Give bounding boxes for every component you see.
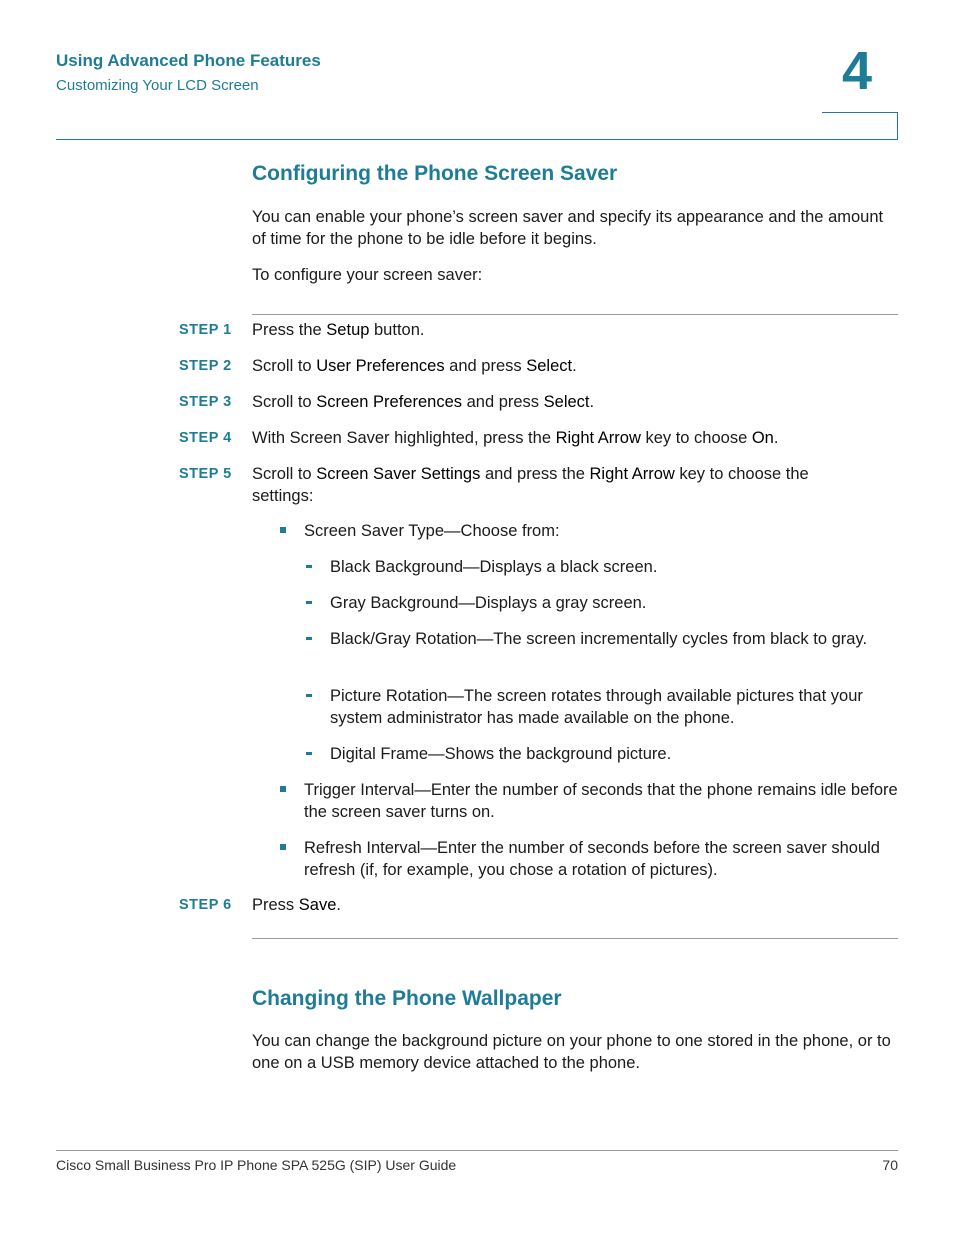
step-label: STEP 2: [179, 358, 232, 374]
bullet-marker: [280, 527, 286, 533]
section-intro-wallpaper: You can change the background picture on your phone to one stored in the phone, or to one on a USB memory device attached to the phone.: [252, 1032, 891, 1072]
ui-term: Screen Saver Settings: [316, 465, 481, 483]
chapter-number: 4: [842, 41, 873, 101]
step-label: STEP 6: [179, 897, 232, 913]
procedure-bottom-rule: [252, 938, 898, 939]
ui-term: Screen Preferences: [316, 393, 463, 411]
step-text: Press Save.: [252, 896, 341, 914]
step-text: Press the Setup button.: [252, 321, 425, 339]
procedure-top-rule: [252, 314, 898, 315]
ui-term: Right Arrow: [555, 429, 641, 447]
footer-guide-title: Cisco Small Business Pro IP Phone SPA 525G (SIP) User Guide: [56, 1157, 457, 1173]
option-black-gray-rotation: Black/Gray Rotation—The screen incrementally cycles from black to gray.: [330, 630, 868, 648]
ui-term: Setup: [326, 321, 370, 339]
step-label: STEP 4: [179, 430, 232, 446]
ui-term: Select: [526, 357, 573, 375]
bullet-marker: [280, 844, 286, 850]
dash-marker: [306, 601, 312, 604]
bullet-screen-saver-type: Screen Saver Type—Choose from:: [304, 522, 560, 540]
footer-divider: [56, 1150, 898, 1151]
header-divider: [56, 139, 898, 140]
ui-term: User Preferences: [316, 357, 445, 375]
bullet-marker: [280, 786, 286, 792]
option-black-background: Black Background—Displays a black screen.: [330, 558, 658, 576]
bullet-refresh-interval: Refresh Interval—Enter the number of seconds before the screen saver should refresh (if, for example, you chose a rotation of pictures).: [304, 839, 880, 879]
option-digital-frame: Digital Frame—Shows the background picture.: [330, 745, 672, 763]
ui-term: Right Arrow: [589, 465, 675, 483]
step-label: STEP 1: [179, 322, 232, 338]
ui-term: Select: [543, 393, 590, 411]
step-text: Scroll to User Preferences and press Select.: [252, 357, 577, 375]
step-label: STEP 5: [179, 466, 232, 482]
ui-term: Save: [298, 896, 337, 914]
dash-marker: [306, 694, 312, 697]
dash-marker: [306, 637, 312, 640]
step-text: Scroll to Screen Saver Settings and press the Right Arrow key to choose the settings:: [252, 465, 809, 505]
procedure-lead: To configure your screen saver:: [252, 266, 483, 284]
dash-marker: [306, 752, 312, 755]
section-intro-screen-saver: You can enable your phone’s screen saver and specify its appearance and the amount of time for the phone to be idle before it begins.: [252, 208, 884, 248]
step-text: Scroll to Screen Preferences and press Select.: [252, 393, 595, 411]
option-gray-background: Gray Background—Displays a gray screen.: [330, 594, 647, 612]
chapter-tab-frame: [822, 112, 898, 140]
bullet-trigger-interval: Trigger Interval—Enter the number of seconds that the phone remains idle before the screen saver turns on.: [304, 781, 898, 821]
dash-marker: [306, 565, 312, 568]
section-heading-wallpaper: Changing the Phone Wallpaper: [252, 987, 562, 1010]
step-label: STEP 3: [179, 394, 232, 410]
option-picture-rotation: Picture Rotation—The screen rotates through available pictures that your system administrator has made available on the phone.: [330, 687, 863, 727]
section-heading-screen-saver: Configuring the Phone Screen Saver: [252, 162, 618, 185]
ui-term: On: [751, 429, 774, 447]
chapter-title: Using Advanced Phone Features: [56, 51, 321, 70]
section-subtitle: Customizing Your LCD Screen: [56, 77, 259, 94]
step-text: With Screen Saver highlighted, press the Right Arrow key to choose On.: [252, 429, 779, 447]
page-number: 70: [882, 1157, 898, 1173]
